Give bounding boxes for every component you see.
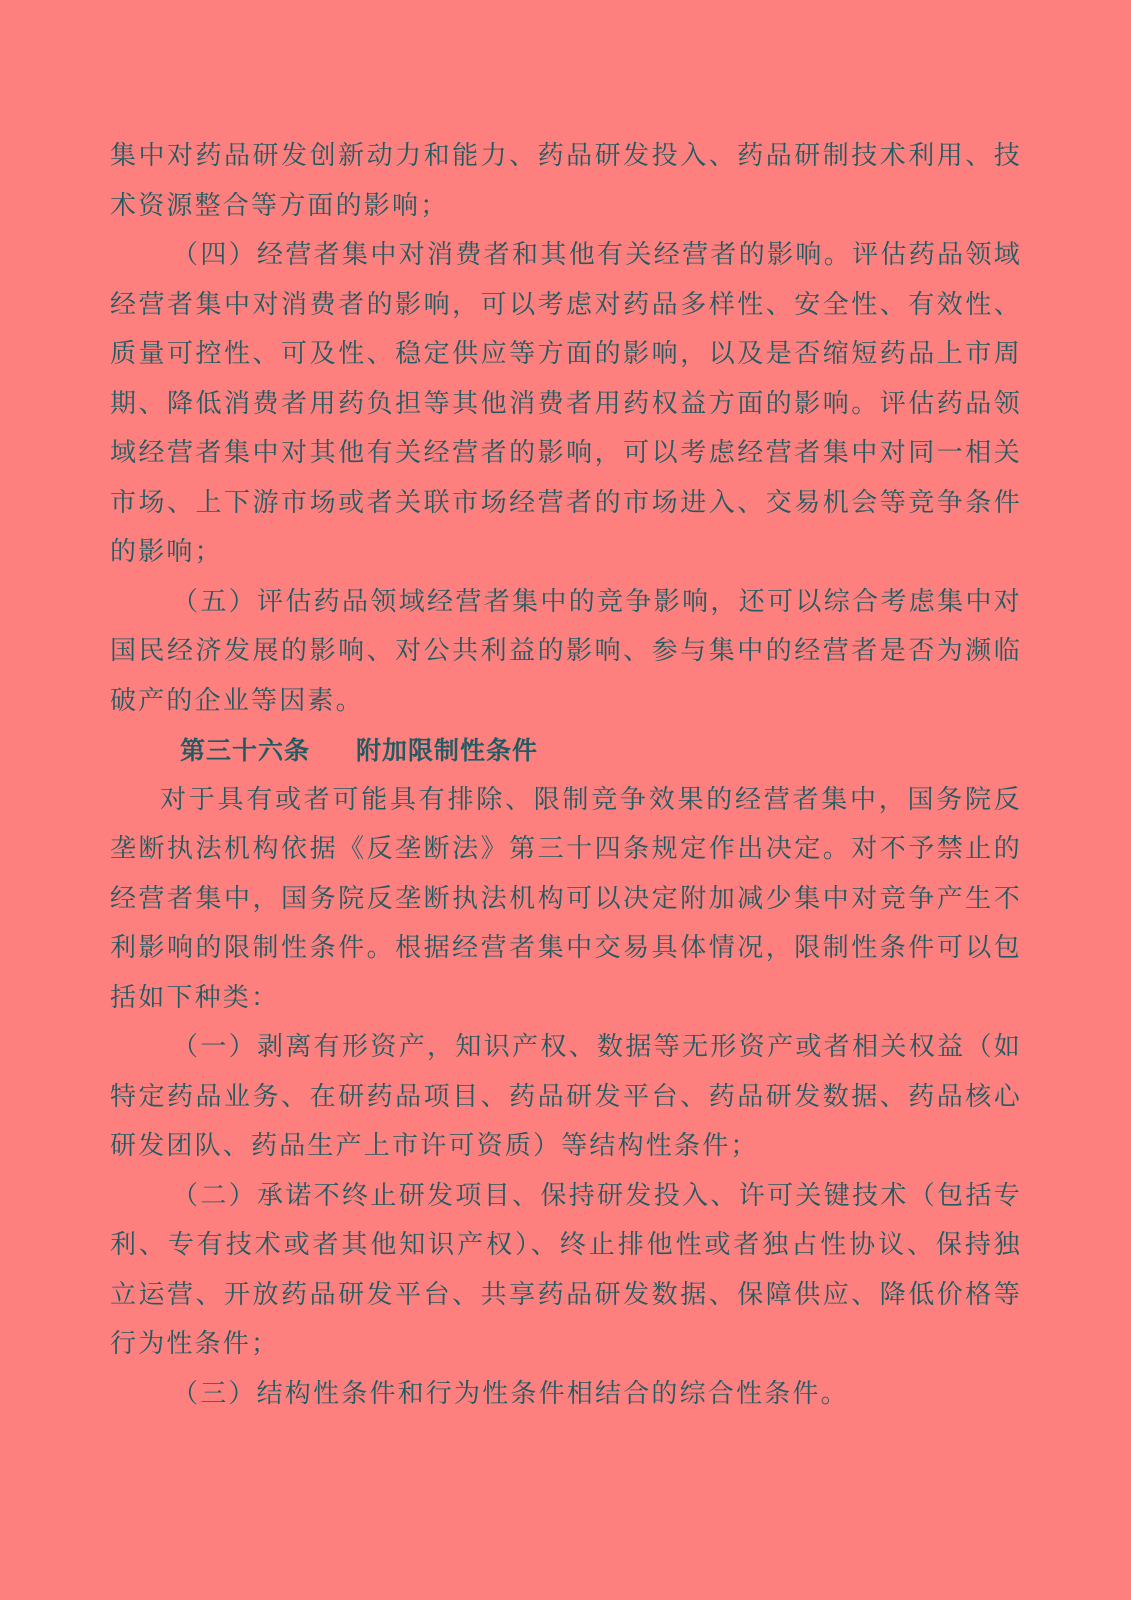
paragraph-article-body: 对于具有或者可能具有排除、限制竞争效果的经营者集中，国务院反垄断执法机构依据《反垄断法》第三十四条规定作出决定。对不予禁止的经营者集中，国务院反垄断执法机构可以决定附加减少集中对竞争产生不利影响的限制性条件。根据经营者集中交易具体情况，限制性条件可以包括如下种类： xyxy=(110,784,1022,1013)
article-number: 第三十六条 xyxy=(180,736,311,765)
paragraph-condition-1: （一）剥离有形资产，知识产权、数据等无形资产或者相关权益（如特定药品业务、在研药品项目、药品研发平台、药品研发数据、药品核心研发团队、药品生产上市许可资质）等结构性条件； xyxy=(110,1032,1022,1161)
paragraph-continuation: 集中对药品研发创新动力和能力、药品研发投入、药品研制技术利用、技术资源整合等方面的影响； xyxy=(110,141,1022,221)
document-page xyxy=(110,132,1022,1419)
article-title: 附加限制性条件 xyxy=(356,736,539,765)
article-heading xyxy=(110,726,1022,776)
paragraph-item-4: （四）经营者集中对消费者和其他有关经营者的影响。评估药品领域经营者集中对消费者的影响，可以考虑对药品多样性、安全性、有效性、质量可控性、可及性、稳定供应等方面的影响，以及是否缩短药品上市周期、降低消费者用药负担等其他消费者用药权益方面的影响。评估药品领域经营者集中对其他有关经营者的影响，可以考虑经营者集中对同一相关市场、上下游市场或者关联市场经营者的市场进入、交易机会等竞争条件的影响； xyxy=(110,240,1022,567)
paragraph-condition-2: （二）承诺不终止研发项目、保持研发投入、许可关键技术（包括专利、专有技术或者其他知识产权）、终止排他性或者独占性协议、保持独立运营、开放药品研发平台、共享药品研发数据、保障供应、降低价格等行为性条件； xyxy=(110,1180,1022,1359)
paragraph-item-5: （五）评估药品领域经营者集中的竞争影响，还可以综合考虑集中对国民经济发展的影响、对公共利益的影响、参与集中的经营者是否为濒临破产的企业等因素。 xyxy=(110,586,1022,716)
paragraph-condition-3: （三）结构性条件和行为性条件相结合的综合性条件。 xyxy=(172,1378,849,1409)
